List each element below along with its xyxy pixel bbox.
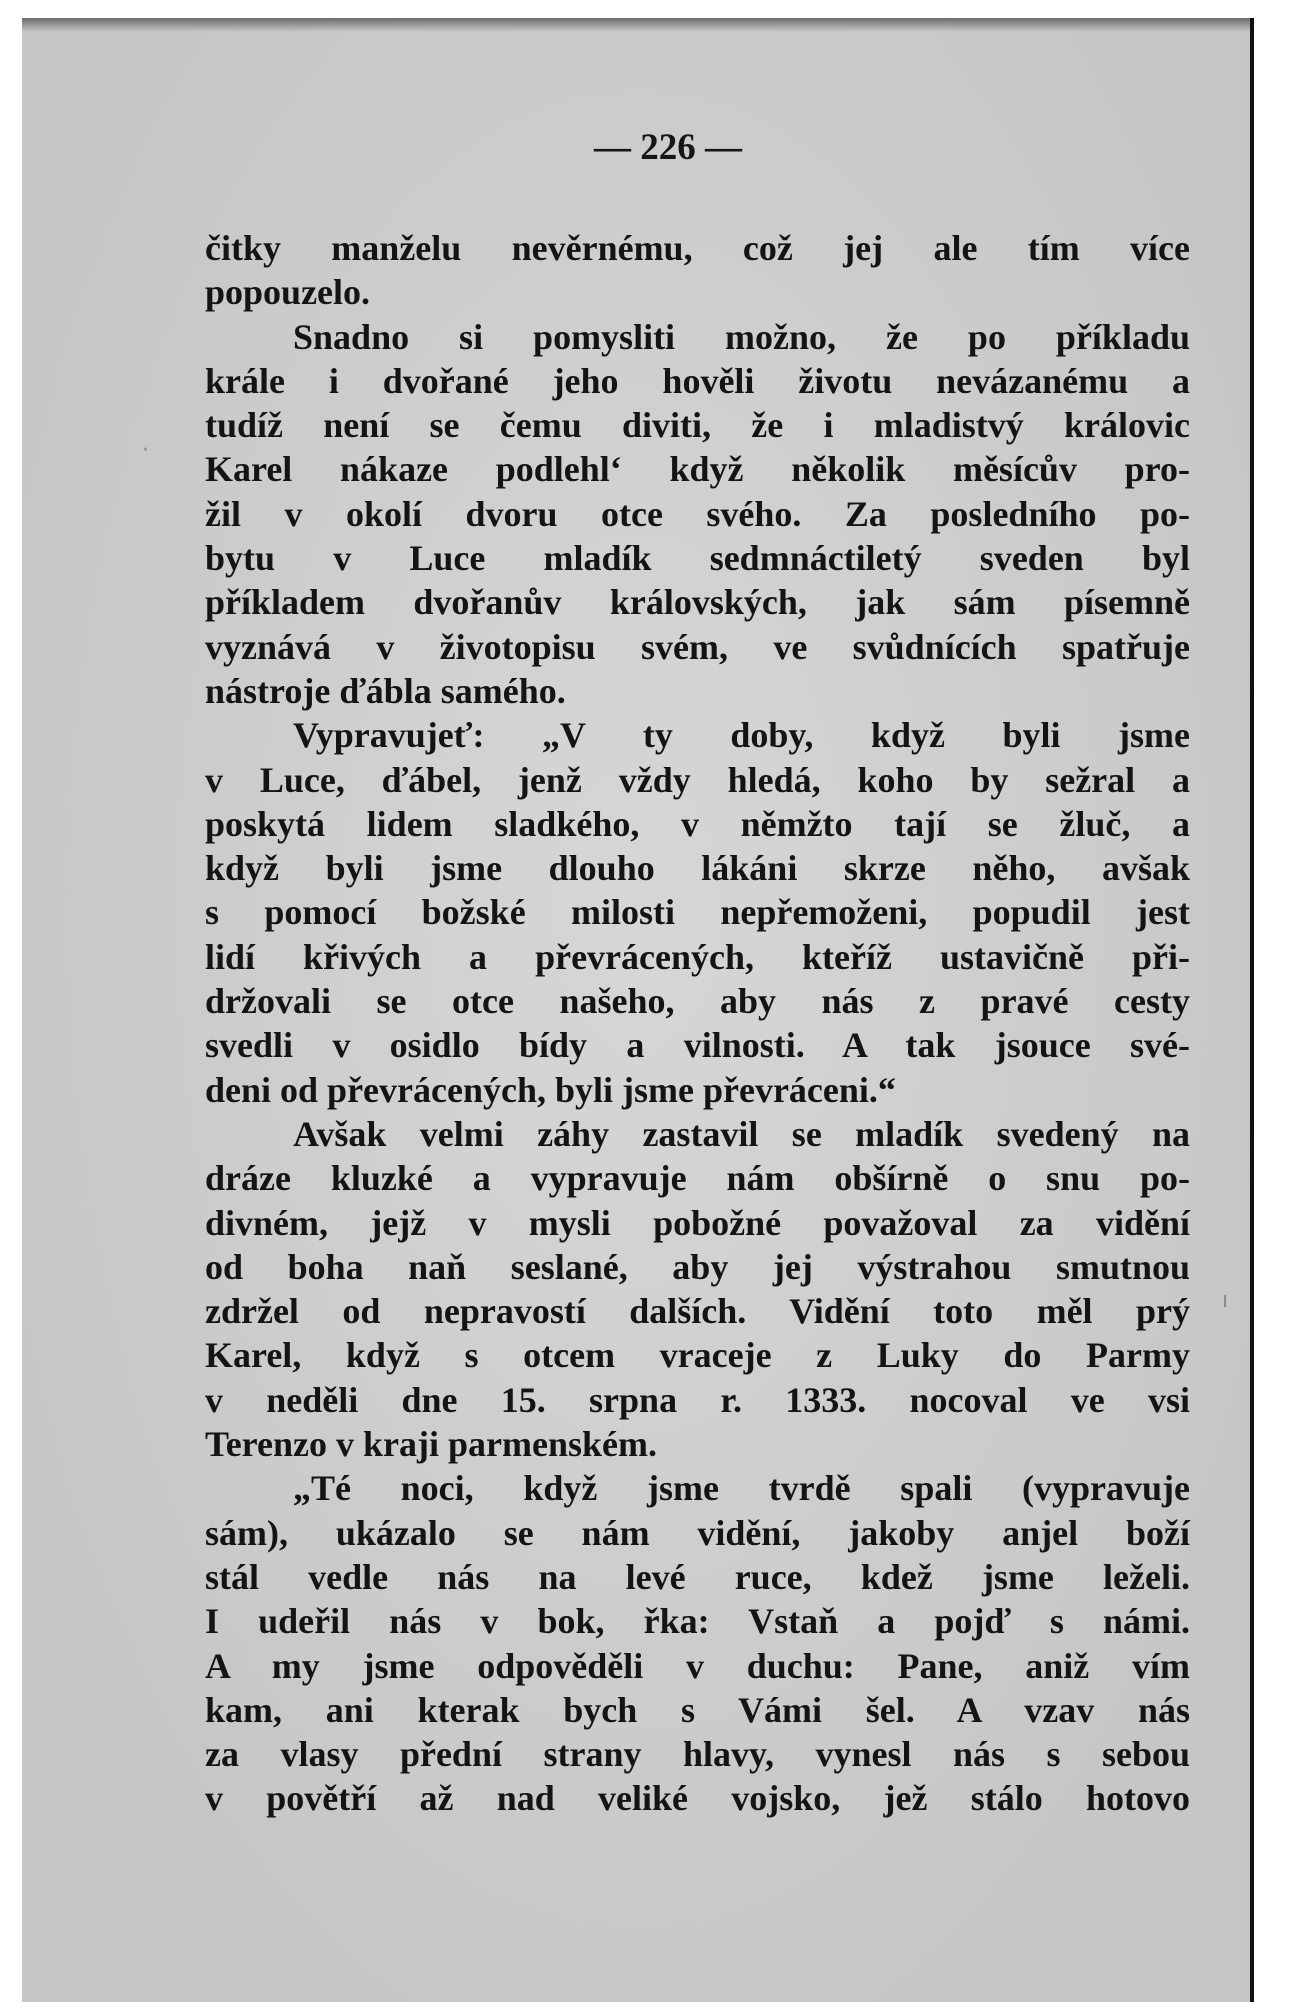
text-line: krále i dvořané jeho hověli životu nevázanému a: [205, 360, 1190, 401]
text-line: Vypravujeť: „V ty doby, když byli jsme: [293, 715, 1190, 756]
text-line: nástroje ďábla samého.: [205, 670, 566, 711]
text-line: I udeřil nás v bok, řka: Vstaň a pojď s námi.: [205, 1601, 1190, 1642]
text-line: od boha naň seslané, aby jej výstrahou smutnou: [205, 1246, 1190, 1287]
text-line: příkladem dvořanův královských, jak sám písemně: [205, 582, 1190, 623]
text-line: popouzelo.: [205, 272, 371, 313]
text-line: Karel nákaze podlehl‘ když několik měsícův pro-: [205, 449, 1190, 490]
text-line: lidí křivých a převrácených, kteříž ustavičně při-: [205, 936, 1190, 977]
text-line: Avšak velmi záhy zastavil se mladík svedený na: [293, 1113, 1190, 1154]
text-line: bytu v Luce mladík sedmnáctiletý sveden byl: [205, 538, 1190, 579]
text-line: v Luce, ďábel, jenž vždy hledá, koho by sežral a: [205, 759, 1190, 800]
text-line: držovali se otce našeho, aby nás z pravé cesty: [205, 981, 1190, 1022]
page-right-edge-shadow: [1250, 18, 1254, 2002]
text-line: když byli jsme dlouho lákáni skrze něho, avšak: [205, 848, 1190, 889]
text-line: A my jsme odpověděli v duchu: Pane, aniž vím: [205, 1645, 1190, 1686]
text-line: deni od převrácených, byli jsme převráceni.“: [205, 1069, 896, 1110]
page-number: — 226 —: [594, 127, 742, 168]
text-line: vyznává v životopisu svém, ve svůdnících spatřuje: [205, 626, 1190, 667]
text-line: „Té noci, když jsme tvrdě spali (vypravuje: [293, 1468, 1190, 1509]
text-line: s pomocí božské milosti nepřemoženi, popudil jest: [205, 892, 1190, 933]
text-line: poskytá lidem sladkého, v němžto tají se žluč, a: [205, 803, 1190, 844]
text-line: tudíž není se čemu diviti, že i mladistvý královic: [205, 405, 1190, 446]
text-line: žil v okolí dvoru otce svého. Za posledního po-: [205, 493, 1190, 534]
scan-speck: ı: [1222, 1288, 1229, 1313]
book-page: [22, 18, 1254, 2002]
text-line: kam, ani kterak bych s Vámi šel. A vzav nás: [205, 1689, 1190, 1730]
text-line: Karel, když s otcem vraceje z Luky do Parmy: [205, 1335, 1190, 1376]
body-text: [205, 226, 1190, 1821]
text-line: v povětří až nad veliké vojsko, jež stálo hotovo: [205, 1778, 1190, 1819]
text-line: v neděli dne 15. srpna r. 1333. nocoval ve vsi: [205, 1379, 1190, 1420]
text-line: divném, jejž v mysli pobožné považoval za vidění: [205, 1202, 1190, 1243]
text-line: za vlasy přední strany hlavy, vynesl nás s sebou: [205, 1734, 1190, 1775]
text-line: zdržel od nepravostí dalších. Vidění toto měl prý: [205, 1291, 1190, 1332]
text-line: sám), ukázalo se nám vidění, jakoby anjel boží: [205, 1512, 1190, 1553]
text-line: čitky manželu nevěrnému, což jej ale tím více: [205, 228, 1190, 268]
text-line: Terenzo v kraji parmenském.: [205, 1424, 657, 1465]
text-line: svedli v osidlo bídy a vilnosti. A tak jsouce své-: [205, 1025, 1190, 1066]
text-line: stál vedle nás na levé ruce, kdež jsme leželi.: [205, 1556, 1190, 1597]
text-line: dráze kluzké a vypravuje nám obšírně o snu po-: [205, 1158, 1190, 1199]
text-line: Snadno si pomysliti možno, že po příkladu: [293, 316, 1190, 357]
scan-speck: ·: [142, 438, 149, 463]
page-top-shadow: [22, 18, 1254, 32]
